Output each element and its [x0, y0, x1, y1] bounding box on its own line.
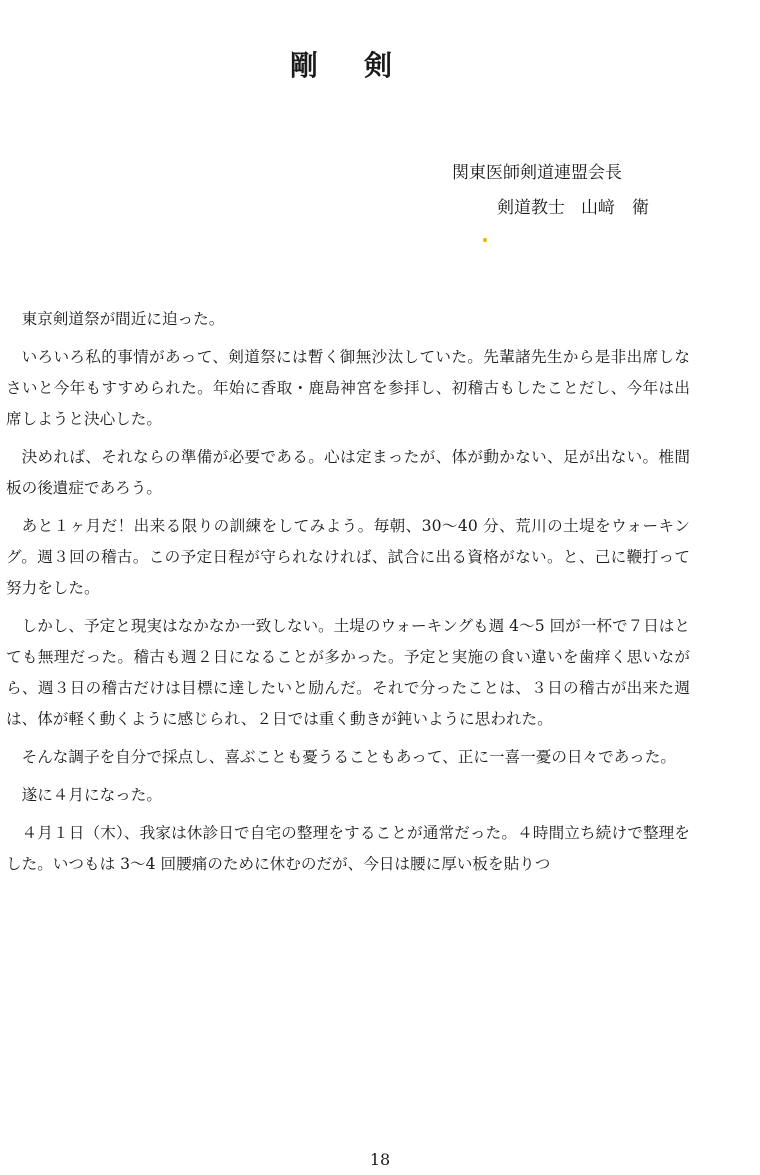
paragraph: ４月１日（木）、我家は休診日で自宅の整理をすることが通常だった。４時間立ち続けで整理をした。いつもは 3～4 回腰痛のために休むのだが、今日は腰に厚い板を貼りつ	[6, 824, 690, 873]
paragraph: しかし、予定と現実はなかなか一致しない。土堤のウォーキングも週 4～5 回が一杯で７日はとても無理だった。稽古も週２日になることが多かった。予定と実施の食い違いを歯痒く思いながら、週３日の稽古だけは目標に達したいと励んだ。それで分ったことは、３日の稽古が出来た週は、体が軽く動くように感じられ、２日では重く動きが鈍いように思われた。	[6, 617, 690, 728]
yellow-speck	[483, 238, 487, 242]
title-char-1: 剛	[290, 49, 319, 82]
title-char-2: 剣	[364, 49, 393, 82]
page-number: 18	[369, 1150, 391, 1169]
paragraph: 決めれば、それならの準備が必要である。心は定まったが、体が動かない、足が出ない。椎間板の後遺症であろう。	[6, 448, 690, 497]
author-organization: 関東医師剣道連盟会長	[452, 163, 622, 183]
author-line	[497, 196, 649, 220]
author-name: 山﨑 衛	[581, 198, 649, 218]
paragraph: いろいろ私的事情があって、剣道祭には暫く御無沙汰していた。先輩諸先生から是非出席しなさいと今年もすすめられた。年始に香取・鹿島神宮を参拝し、初稽古もしたことだし、今年は出席しようと決心した。	[6, 348, 690, 428]
author-rank: 剣道教士	[497, 198, 565, 218]
essay-body	[6, 304, 690, 887]
paragraph: 東京剣道祭が間近に迫った。	[21, 310, 225, 328]
essay-title	[290, 46, 392, 86]
paragraph: あと１ヶ月だ！出来る限りの訓練をしてみよう。毎朝、30～40 分、荒川の土堤をウォーキング。週３回の稽古。この予定日程が守られなければ、試合に出る資格がない。と、己に鞭打って努力をした。	[6, 517, 690, 597]
paragraph: 遂に４月になった。	[21, 786, 162, 804]
paragraph: そんな調子を自分で採点し、喜ぶことも憂うることもあって、正に一喜一憂の日々であった。	[21, 748, 676, 766]
